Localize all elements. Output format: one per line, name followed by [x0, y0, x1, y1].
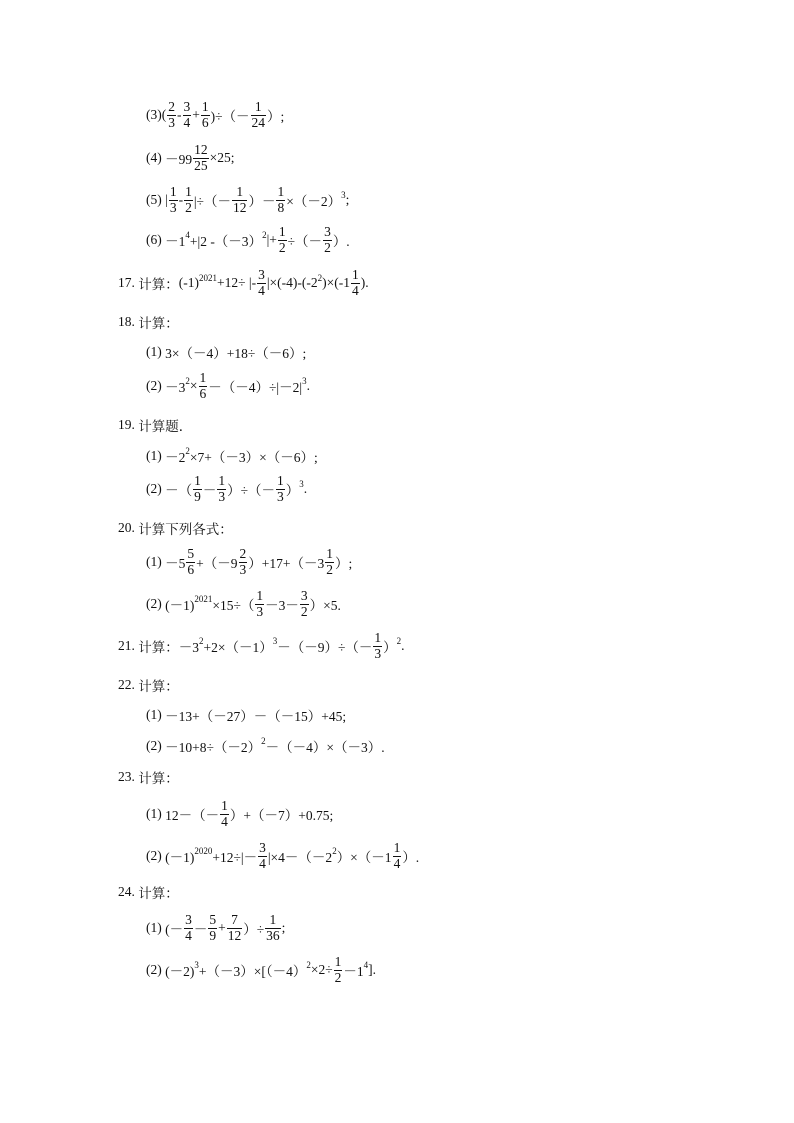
question-20: 20. 计算下列各式：	[118, 520, 233, 537]
fraction: $\frac{1}{4}$	[352, 267, 359, 298]
fraction: $\frac{1}{3}$	[277, 473, 284, 504]
fraction: $\frac{1}{4}$	[221, 798, 228, 829]
item-23-1: (1) 12－（－ $\frac{1}{4}$ ）+（－7）+0.75;	[146, 798, 334, 829]
fraction: $\frac{3}{4}$	[259, 840, 266, 871]
fraction: $\frac{3}{4}$	[258, 267, 265, 298]
item-19-1: (1) －2 $^2$ ×7+（－3）×（－6）;	[146, 446, 318, 465]
fraction: $\frac{1}{36}$	[266, 912, 280, 943]
fraction: $\frac{1}{24}$	[251, 99, 266, 130]
fraction: $\frac{7}{12}$	[227, 912, 242, 943]
fraction: $\frac{12}{25}$	[194, 142, 208, 173]
question-24: 24. 计算：	[118, 884, 179, 901]
fraction: $\frac{3}{2}$	[300, 588, 308, 619]
item-18-2: (2) －3 $^2$ × $\frac{1}{6}$ －（－4）÷|－2| $^3$ .	[146, 370, 310, 401]
fraction: $\frac{2}{3}$	[168, 99, 175, 130]
fraction: $\frac{1}{2}$	[185, 184, 192, 215]
item-16-5: (5) | $\frac{1}{3}$ - $\frac{1}{2}$ |÷（－ $\frac{1}{12}$ ）－ $\frac{1}{8}$ ×（－2） $^3$ ;	[146, 184, 350, 215]
fraction: $\frac{1}{4}$	[393, 840, 401, 871]
question-21: 21. 计算： －3 $^2$ +2×（－1） $^3$ －（－9）÷（－ $\frac{1}{3}$ ） $^2$ .	[118, 630, 405, 661]
item-18-1: (1) 3×（－4）+18÷（－6）;	[146, 344, 307, 361]
question-22: 22. 计算：	[118, 677, 179, 694]
item-23-2: (2) (－1) $^{2020}$ +12÷|－ $\frac{3}{4}$ |×4－（－2 $^2$ ）×（－1 $\frac{1}{4}$ ）.	[146, 840, 420, 871]
question-18: 18. 计算：	[118, 314, 179, 331]
fraction: $\frac{1}{3}$	[374, 630, 382, 661]
item-24-1: (1) (－ $\frac{3}{4}$ － $\frac{5}{9}$ + $\frac{7}{12}$ ）÷ $\frac{1}{36}$ ;	[146, 912, 286, 943]
fraction: $\frac{3}{2}$	[324, 224, 331, 255]
fraction: $\frac{1}{8}$	[277, 184, 285, 215]
fraction: $\frac{5}{6}$	[187, 546, 195, 577]
question-17: 17. 计算： (-1) $^{2021}$ +12÷ |- $\frac{3}{4}$ |×(-4)-(-2 $^2$ )×(-1 $\frac{1}{4}$ ).	[118, 267, 369, 298]
item-20-2: (2) (－1) $^{2021}$ ×15÷（ $\frac{1}{3}$ －3－ $\frac{3}{2}$ ）×5.	[146, 588, 341, 619]
fraction: $\frac{1}{3}$	[256, 588, 264, 619]
fraction: $\frac{1}{2}$	[326, 546, 333, 577]
fraction: $\frac{5}{9}$	[209, 912, 217, 943]
item-20-1: (1) －5 $\frac{5}{6}$ +（－9 $\frac{2}{3}$ ）+17+（－3 $\frac{1}{2}$ ）;	[146, 546, 353, 577]
fraction: $\frac{1}{6}$	[201, 99, 209, 130]
item-19-2: (2) －（ $\frac{1}{9}$ － $\frac{1}{3}$ ）÷（－ $\frac{1}{3}$ ） $^3$ .	[146, 473, 308, 504]
question-19: 19. 计算题．	[118, 417, 193, 434]
item-22-1: (1) －13+（－27）－（－15）+45;	[146, 707, 347, 724]
fraction: $\frac{1}{2}$	[334, 954, 342, 985]
fraction: $\frac{2}{3}$	[239, 546, 247, 577]
fraction: $\frac{1}{2}$	[278, 224, 286, 255]
fraction: $\frac{1}{9}$	[194, 473, 201, 504]
item-16-6: (6) －1 $^4$ +|2 -（－3） $^2$ |+ $\frac{1}{2}$ ÷（－ $\frac{3}{2}$ ）.	[146, 224, 350, 255]
item-22-2: (2) －10+8÷（－2） $^2$ －（－4）×（－3）.	[146, 736, 385, 755]
item-16-3: (3) ( $\frac{2}{3}$ - $\frac{3}{4}$ + $\frac{1}{6}$ )÷（－ $\frac{1}{24}$ ）;	[146, 99, 285, 130]
fraction: $\frac{1}{6}$	[199, 370, 207, 401]
fraction: $\frac{3}{4}$	[185, 912, 192, 943]
item-16-4: (4) －99 $\frac{12}{25}$ ×25;	[146, 142, 235, 173]
fraction: $\frac{1}{3}$	[169, 184, 177, 215]
fraction: $\frac{1}{3}$	[218, 473, 226, 504]
item-24-2: (2) (－2) $^3$ +（－3）×[（－4） $^2$ ×2÷ $\frac{1}{2}$ －1 $^4$ ].	[146, 954, 377, 985]
fraction: $\frac{3}{4}$	[183, 99, 191, 130]
fraction: $\frac{1}{12}$	[232, 184, 247, 215]
question-23: 23. 计算：	[118, 769, 179, 786]
